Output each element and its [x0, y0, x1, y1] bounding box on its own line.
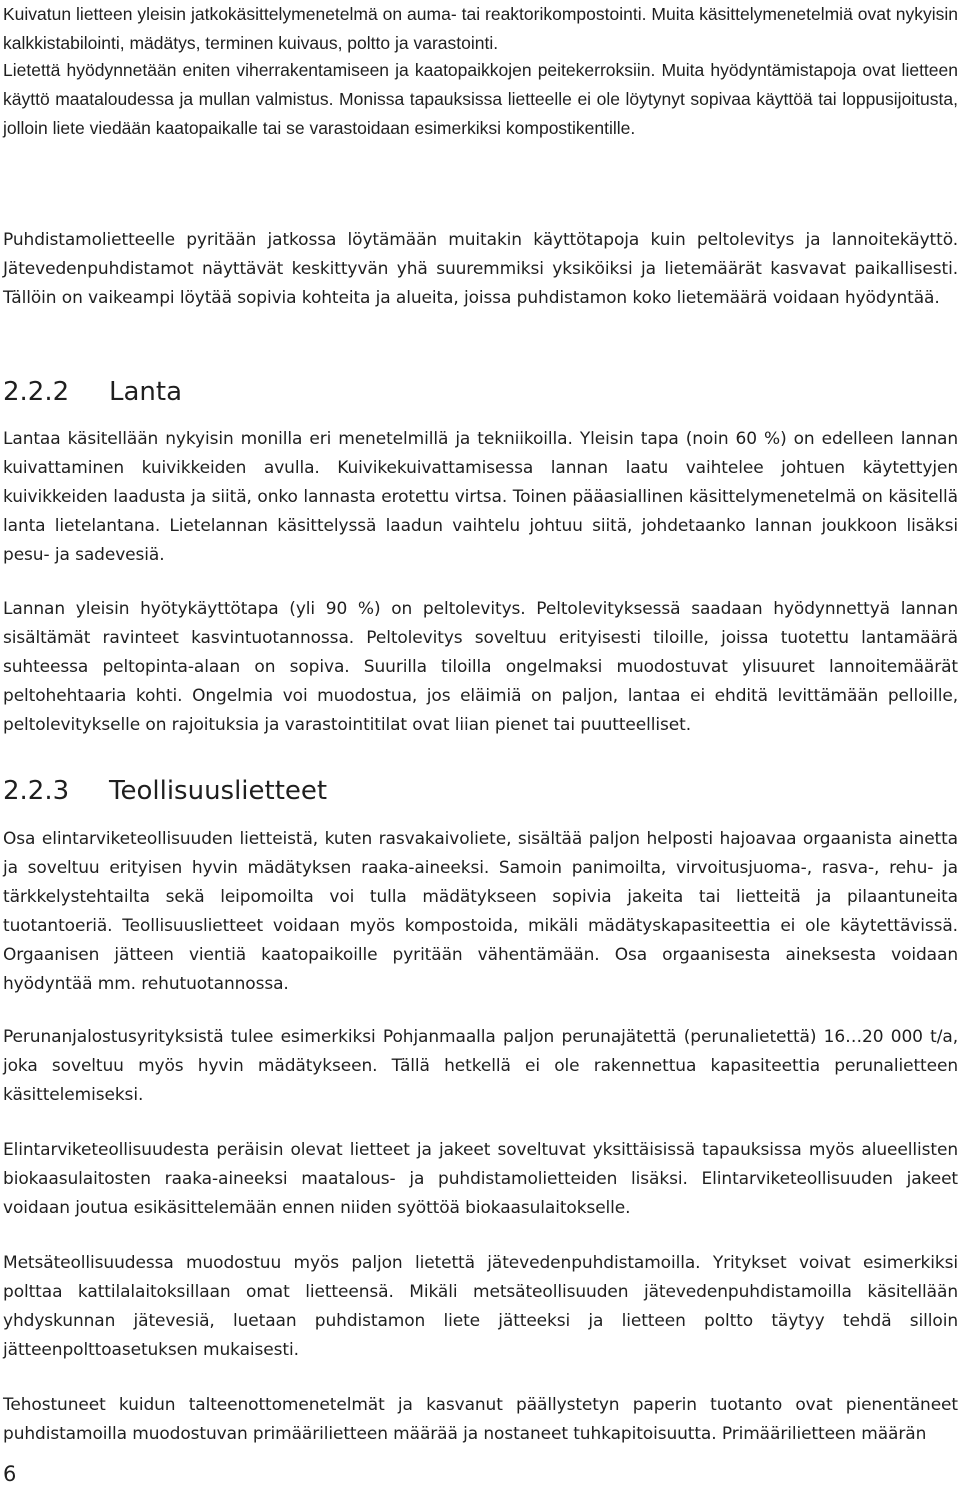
- paragraph-manure-treatment: Lantaa käsitellään nykyisin monilla eri menetelmillä ja tekniikoilla. Yleisin tapa (noin 60 %) on edelleen lannan kuivattaminen kuivikkeiden avulla. Kuivikekuivattamisessa lannan laatu vaihtelee johtuen käytettyjen kuivikkeiden laadusta ja siitä, onko lannasta erotettu virtsa. Toinen pääasiallinen käsittelymenetelmä on käsitellä lanta lietelantana. Lietelannan käsittelyssä laadun vaihtelu johtuu siitä, johdetaanko lannan joukkoon lisäksi pesu- ja sadevesiä.: [3, 429, 958, 565]
- page-number: 6: [3, 1462, 17, 1486]
- paragraph-fiber-recovery: Tehostuneet kuidun talteenottomenetelmät ja kasvanut päällystetyn paperin tuotanto ovat pienentäneet puhdistamoilla muodostuvan primäärilietteen määrää ja nostaneet tuhkapitoisuutta. Primäärilietteen määrän: [3, 1395, 958, 1444]
- section-number: 2.2.3: [3, 776, 70, 806]
- paragraph-manure-use: Lannan yleisin hyötykäyttötapa (yli 90 %) on peltolevitys. Peltolevityksessä saadaan hyödynnettyä lannan sisältämät ravinteet kasvintuotannossa. Peltolevitys soveltuu erityisesti tiloille, joissa tuotettu lantamäärä suhteessa peltopinta-alaan on sopiva. Suurilla tiloilla ongelmaksi muodostuvat ylisuuret lannoitemäärät peltohehtaaria kohti. Ongelmia voi muodostua, jos eläimiä on paljon, lantaa ei ehditä levittämään pelloille, peltolevitykselle on rajoituksia ja varastointitilat ovat liian pienet tai puutteelliset.: [3, 599, 958, 735]
- section-title: Teollisuuslietteet: [109, 776, 328, 806]
- section-heading-lanta: [3, 376, 182, 408]
- paragraph-food-industry: Osa elintarviketeollisuuden lietteistä, kuten rasvakaivoliete, sisältää paljon helposti hajoavaa orgaanista ainetta ja soveltuu erityisen hyvin mädätyksen raaka-aineeksi. Samoin panimoilta, virvoitusjuoma-, rasva-, rehu- ja tärkkelystehtailta sekä leipomoilta voi tulla mädätykseen sopivia jakeita tai lietteitä ja pilaantuneita tuotantoeriä. Teollisuuslietteet voidaan myös kompostoida, mikäli mädätyskapasiteettia ei ole käytettävissä. Orgaanisen jätteen vientiä kaatopaikoille pyritään vähentämään. Osa orgaanisesta aineksesta voidaan hyödyntää mm. rehutuotannossa.: [3, 829, 958, 994]
- paragraph-treatment-methods: Kuivatun lietteen yleisin jatkokäsittelymenetelmä on auma- tai reaktorikompostointi. Muita käsittelymenetelmiä ovat nykyisin kalkkistabilointi, mädätys, terminen kuivaus, poltto ja varastointi.: [3, 4, 958, 53]
- paragraph-biogas-plants: Elintarviketeollisuudesta peräisin olevat lietteet ja jakeet soveltuvat yksittäisissä tapauksissa myös alueellisten biokaasulaitosten raaka-aineeksi maatalous- ja puhdistamolietteiden lisäksi. Elintarviketeollisuuden jakeet voidaan joutua esikäsittelemään ennen niiden syöttöä biokaasulaitokselle.: [3, 1140, 958, 1218]
- section-number: 2.2.2: [3, 377, 70, 407]
- section-heading-teollisuuslietteet: [3, 775, 327, 807]
- paragraph-potato-processing: Perunanjalostusyrityksistä tulee esimerkiksi Pohjanmaalla paljon perunajätettä (perunalietettä) 16…20 000 t/a, joka soveltuu myös hyvin mädätykseen. Tällä hetkellä ei ole rakennettua kapasiteettia perunalietteen käsittelemiseksi.: [3, 1027, 958, 1105]
- paragraph-sludge-use: Lietettä hyödynnetään eniten viherrakentamiseen ja kaatopaikkojen peitekerroksiin. Muita hyödyntämistapoja ovat lietteen käyttö maataloudessa ja mullan valmistus. Monissa tapauksissa lietteelle ei ole löytynyt sopivaa käyttöä tai loppusijoitusta, jolloin liete viedään kaatopaikalle tai se varastoidaan esimerkiksi kompostikentille.: [3, 60, 958, 138]
- paragraph-sludge-future: Puhdistamolietteelle pyritään jatkossa löytämään muitakin käyttötapoja kuin peltolevitys ja lannoitekäyttö. Jätevedenpuhdistamot näyttävät keskittyvän yhä suuremmiksi yksiköiksi ja lietemäärät kasvavat paikallisesti. Tällöin on vaikeampi löytää sopivia kohteita ja alueita, joissa puhdistamon koko lietemäärä voidaan hyödyntää.: [3, 230, 958, 308]
- section-title: Lanta: [109, 377, 183, 407]
- paragraph-forest-industry: Metsäteollisuudessa muodostuu myös paljon lietettä jätevedenpuhdistamoilla. Yritykset voivat esimerkiksi polttaa kattilalaitoksillaan omat lietteensä. Mikäli metsäteollisuuden jätevedenpuhdistamoilla käsitellään yhdyskunnan jätevesiä, luetaan puhdistamon liete jätteeksi ja lietteen poltto täytyy tehdä silloin jätteenpolttoasetuksen mukaisesti.: [3, 1253, 958, 1360]
